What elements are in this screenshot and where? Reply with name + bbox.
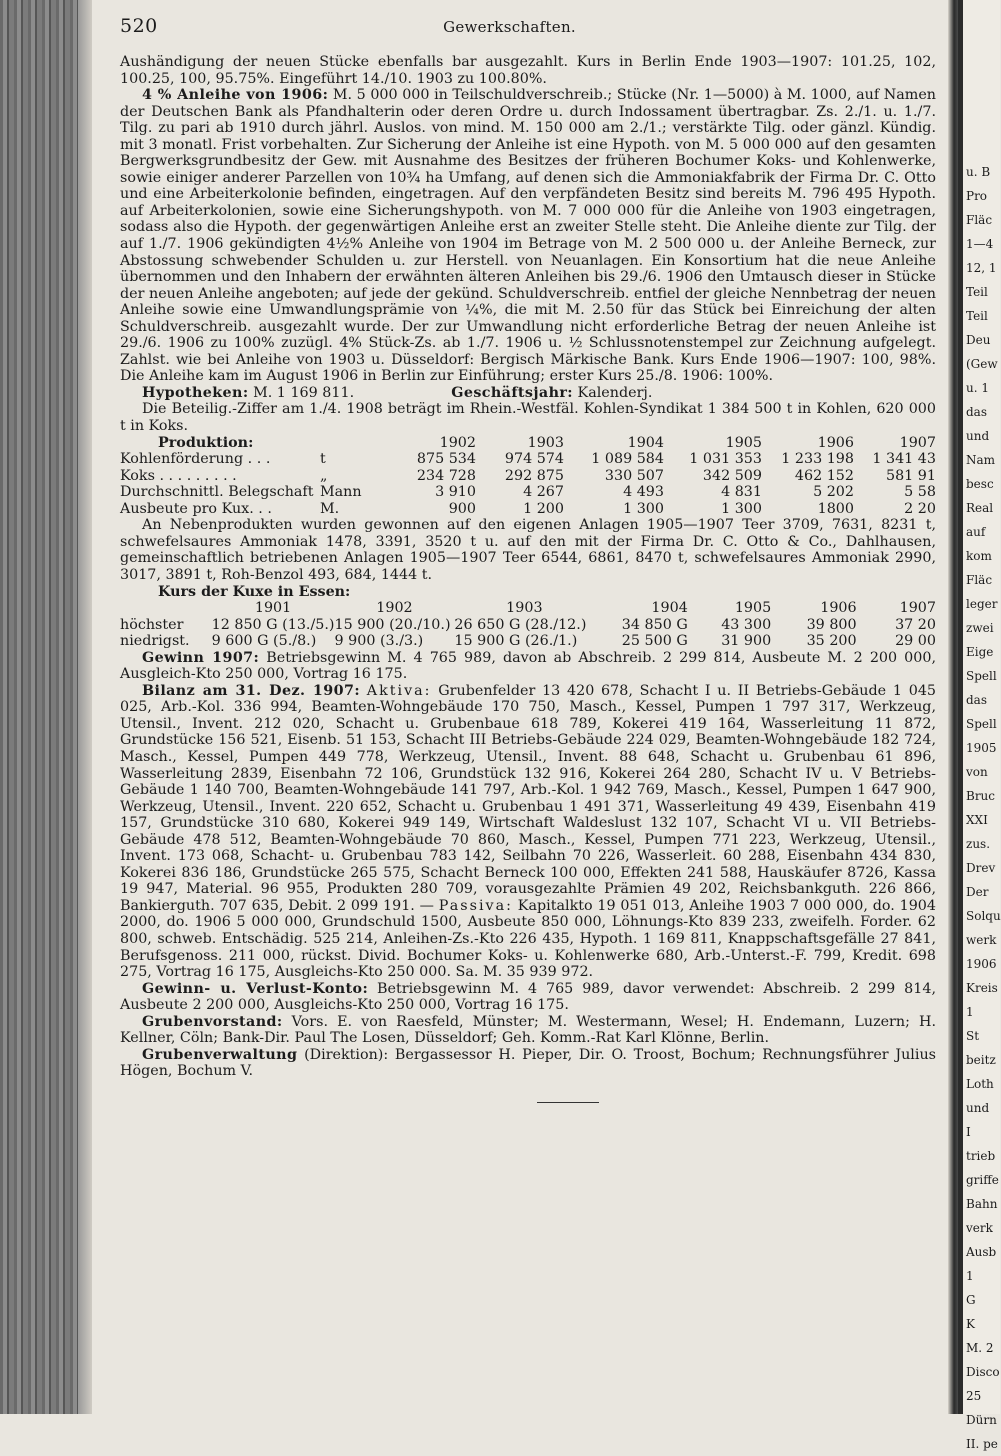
cell: 5 202 bbox=[813, 484, 854, 501]
cell: 581 91 bbox=[885, 467, 936, 484]
neighbor-fragment: Fläc bbox=[966, 213, 993, 227]
hypotheken-line bbox=[120, 385, 936, 402]
cell: 35 200 bbox=[806, 633, 857, 650]
table-row bbox=[120, 633, 936, 650]
neighbor-fragment: Loth bbox=[966, 1077, 994, 1091]
paragraph-beteilig: Die Beteilig.-Ziffer am 1./4. 1908 beträgt im Rhein.-Westfäl. Kohlen-Syndikat 1 384 500 t in Kohlen, 620 000 t in Koks. bbox=[120, 401, 936, 435]
paragraph-vorstand bbox=[120, 1014, 936, 1047]
neighbor-fragment: zus. bbox=[966, 837, 991, 851]
neighbor-text-column bbox=[964, 160, 1001, 1456]
neighbor-fragment: und bbox=[966, 1101, 990, 1115]
table-row bbox=[120, 501, 936, 518]
cell: 1 341 43 bbox=[872, 451, 936, 468]
neighbor-fragment: auf bbox=[966, 525, 986, 539]
neighbor-fragment: von bbox=[966, 765, 988, 779]
kurs-year-row bbox=[120, 600, 936, 617]
row-label: Durchschnittl. Belegschaft bbox=[120, 484, 314, 501]
page bbox=[120, 15, 937, 1103]
cell: 12 850 G (13./5.) bbox=[211, 616, 335, 633]
neighbor-fragment: 12, 1 bbox=[966, 261, 997, 275]
hypotheken-value: M. 1 169 811. bbox=[253, 384, 355, 401]
hypotheken-label: Hypotheken: bbox=[142, 384, 249, 401]
neighbor-fragment: M. 2 bbox=[966, 1341, 994, 1355]
kurs-heading: Kurs der Kuxe in Essen: bbox=[158, 583, 351, 600]
neighbor-fragment: zwei bbox=[966, 621, 994, 635]
gv-konto-heading: Gewinn- u. Verlust-Konto: bbox=[142, 980, 369, 997]
cell: 974 574 bbox=[504, 451, 564, 468]
cell: 29 00 bbox=[895, 633, 936, 650]
year-header: 1906 bbox=[817, 434, 854, 451]
bilanz-heading: Bilanz am 31. Dez. 1907: bbox=[142, 682, 360, 699]
neighbor-fragment: Dürn bbox=[966, 1413, 997, 1427]
neighbor-fragment: beitz bbox=[966, 1053, 996, 1067]
neighbor-fragment: St bbox=[966, 1029, 980, 1043]
cell: 1 089 584 bbox=[591, 451, 664, 468]
cell: 9 900 (3./3.) bbox=[334, 633, 424, 650]
cell: 15 900 G (26./1.) bbox=[454, 633, 578, 650]
neighbor-fragment: 1 bbox=[966, 1005, 974, 1019]
cell: 25 500 G bbox=[621, 633, 688, 650]
cell: 31 900 bbox=[721, 633, 772, 650]
neighbor-fragment: das bbox=[966, 693, 987, 707]
year-header: 1902 bbox=[376, 600, 413, 617]
row-label: Kohlenförderung . . . bbox=[120, 451, 271, 468]
neighbor-page-strip bbox=[958, 0, 1001, 1451]
cell: 15 900 (20./10.) bbox=[334, 616, 451, 633]
geschaeftsjahr-label: Geschäftsjahr: bbox=[451, 384, 573, 401]
cell: 330 507 bbox=[604, 467, 664, 484]
year-header: 1903 bbox=[527, 434, 564, 451]
paragraph-gewinn bbox=[120, 650, 936, 683]
book-gutter bbox=[948, 0, 958, 1414]
neighbor-fragment: 1—4 bbox=[966, 237, 994, 251]
aktiva-label: Aktiva: bbox=[366, 682, 432, 699]
neighbor-fragment: Drev bbox=[966, 861, 996, 875]
neighbor-fragment: Spell bbox=[966, 717, 997, 731]
vorstand-text: Vors. E. von Raesfeld, Münster; M. Westermann, Wesel; H. Endemann, Luzern; H. Kellner, Cöln; Bank-Dir. Paul The Losen, Düsseldorf; Geh. Komm.-Rat Karl Klönne, Berlin. bbox=[120, 1013, 937, 1047]
neighbor-fragment: Pro bbox=[966, 189, 988, 203]
aktiva-text: Grubenfelder 13 420 678, Schacht I u. II Betriebs-Gebäude 1 045 025, Arb.-Kol. 336 994, Beamten-Wohngebäude 170 750, Masch., Kessel, Pumpen 1 797 317, Werkzeug, Utensil., Invent. 212 020, Schacht u. Grubenbaue 618 789, Kokerei 419 164, Wasserleitung 11 872, Grundstücke 156 521, Eisenb. 51 153, Schacht III Betriebs-Gebäude 224 029, Beamten-Wohngebäude 182 724, Masch., Kessel, Pumpen 449 778, Werkzeug, Utensil., Invent. 88 648, Schacht u. Grubenbau 61 896, Wasserleitung 2839, Eisenbahn 72 106, Grundstück 132 916, Kokerei 264 280, Schacht IV u. V Betriebs-Gebäude 1 140 700, Beamten-Wohngebäude 141 797, Arb.-Kol. 1 942 769, Masch., Kessel, Pumpen 1 647 900, Werkzeug, Utensil., Invent. 220 652, Schacht u. Grubenbau 1 491 371, Wasserleitung 49 439, Eisenbahn 419 157, Grundstücke 310 680, Kokerei 949 149, Wirtschaft Waldeslust 132 107, Schacht VI u. VII Betriebs-Gebäude 478 512, Beamten-Wohngebäude 70 860, Masch., Kessel, Pumpen 771 223, Werkzeug, Utensil., Invent. 173 068, Schacht- u. Grubenbau 783 142, Seilbahn 70 226, Wasserleit. 60 288, Eisenbahn 434 830, Kokerei 836 186, Grundstücke 265 575, Schacht Berneck 100 000, Effekten 241 588, Hauskäufer 8726, Kassa 19 947, Material. 96 955, Produkten 280 709, vorausgezahlte Prämien 49 202, Reichsbankguth. 226 866, Bankierguth. 707 635, Debit. 2 099 191. — bbox=[120, 682, 937, 914]
neighbor-fragment: werk bbox=[966, 933, 997, 947]
neighbor-fragment: besc bbox=[966, 477, 994, 491]
cell: 875 534 bbox=[416, 451, 476, 468]
produktion-header-row bbox=[120, 435, 936, 452]
cell: 342 509 bbox=[702, 467, 762, 484]
neighbor-fragment: I bbox=[966, 1125, 971, 1139]
year-header: 1901 bbox=[254, 600, 292, 617]
year-header: 1903 bbox=[506, 600, 543, 617]
cell: 1 200 bbox=[523, 500, 564, 517]
table-row bbox=[120, 468, 936, 485]
neighbor-fragment: Solqu bbox=[966, 909, 1001, 923]
neighbor-fragment: Der bbox=[966, 885, 989, 899]
neighbor-fragment: Real bbox=[966, 501, 994, 515]
cell: 462 152 bbox=[794, 467, 854, 484]
cell: 234 728 bbox=[416, 467, 476, 484]
neighbor-shadow bbox=[958, 0, 963, 1414]
produktion-heading: Produktion: bbox=[158, 434, 254, 451]
neighbor-fragment: Nam bbox=[966, 453, 996, 467]
year-header: 1902 bbox=[439, 434, 476, 451]
cell: 1 300 bbox=[721, 500, 762, 517]
cell: 34 850 G bbox=[621, 616, 688, 633]
paragraph-bilanz bbox=[120, 683, 936, 981]
year-header: 1904 bbox=[651, 600, 688, 617]
neighbor-fragment: II. pe bbox=[966, 1437, 998, 1451]
cell: 2 20 bbox=[904, 500, 936, 517]
neighbor-fragment: Teil bbox=[966, 285, 988, 299]
cell: 5 58 bbox=[904, 484, 936, 501]
cell: 1800 bbox=[817, 500, 854, 517]
kurs-heading-row bbox=[120, 584, 936, 601]
anleihe-text: M. 5 000 000 in Teilschuldverschreib.; Stücke (Nr. 1—5000) à M. 1000, auf Namen der Deutschen Bank als Pfandhalterin oder deren Ordre u. durch Indossament übertragbar. Zs. 2./1. u. 1./7. Tilg. zu pari ab 1910 durch jährl. Auslos. von mind. M. 150 000 am 2./1.; verstärkte Tilg. oder gänzl. Kündig. mit 3 monatl. Frist vorbehalten. Zur Sicherung der Anleihe ist eine Hypoth. von M. 5 000 000 auf den gesamten Bergwerksgrundbesitz der Gew. mit Ausnahme des Besitzes der früheren Bochumer Koks- und Kohlenwerke, sowie einiger anderer Parzellen von 10¾ ha Umfang, auf denen sich die Ammoniakfabrik der Firma Dr. C. Otto und eine Arbeiterkolonie befinden, eingetragen. Auf den verpfändeten Besitz sind bereits M. 796 495 Hypoth. auf Arbeiterkolonien, sowie eine Sicherungshypoth. von M. 7 000 000 für die Anleihe von 1903 eingetragen, sodass also die Hypoth. der gegenwärtigen Anleihe erst an zweiter Stelle steht. Die Anleihe diente zur Tilg. der auf 1./7. 1906 gekündigten 4½% Anleihe von 1904 im Betrage von M. 2 500 000 u. der Anleihe Berneck, zur Abstossung schwebender Schulden u. zur Herstell. von Neuanlagen. Ein Konsortium hat die neue Anleihe übernommen und den Inhabern der erwähnten älteren Anleihen bis 29./6. 1906 den Umtausch dieser in Stücke der neuen Anleihe angeboten; auf jede der gekünd. Schuldverschreib. entfiel der gleiche Nennbetrag der neuen Anleihe sowie eine Umwandlungsprämie von ¼%, die mit M. 2.50 für das Stück bei Einreichung der alten Schuldverschreib. ausgezahlt wurde. Der zur Umwandlung nicht erforderliche Betrag der neuen Anleihe ist 29./6. 1906 zu 100% zuzügl. 4% Stück-Zs. ab 1./7. 1906 u. ½ Schlussnotenstempel zur Zeichnung aufgelegt. Zahlst. wie bei Anleihe von 1903 u. Düsseldorf: Bergisch Märkische Bank. Kurs Ende 1906—1907: 100, 98%. Die Anleihe kam im August 1906 in Berlin zur Einführung; erster Kurs 25./8. 1906: 100%. bbox=[120, 87, 936, 385]
neighbor-fragment: 1 bbox=[966, 1269, 974, 1283]
kurs-table bbox=[120, 584, 936, 650]
neighbor-fragment: Spell bbox=[966, 669, 997, 683]
row-unit: Mann bbox=[320, 484, 362, 501]
year-header: 1905 bbox=[734, 600, 772, 617]
row-unit: „ bbox=[320, 467, 328, 484]
vorstand-heading: Grubenvorstand: bbox=[142, 1013, 283, 1030]
neighbor-fragment: 1906 bbox=[966, 957, 997, 971]
cell: 3 910 bbox=[435, 484, 476, 501]
neighbor-fragment: Bruc bbox=[966, 789, 996, 803]
neighbor-fragment: Bahn bbox=[966, 1197, 998, 1211]
paragraph-anleihe-1906 bbox=[120, 87, 936, 385]
neighbor-fragment: G bbox=[966, 1293, 976, 1307]
cell: 9 600 G (5./8.) bbox=[211, 633, 317, 650]
cell: 292 875 bbox=[504, 467, 564, 484]
cell: 1 233 198 bbox=[781, 451, 854, 468]
passiva-text: Kapitalkto 19 051 013, Anleihe 1903 7 000 000, do. 1904 2000, do. 1906 5 000 000, Grundschuld 1500, Ausbeute 850 000, Löhnungs-Kto 839 233, zweifelh. Forder. 62 800, schweb. Entschädig. 525 214, Anleihen-Zs.-Kto 226 435, Hypoth. 1 169 811, Knappschaftsgefälle 27 841, Berufsgenoss. 211 000, rückst. Divid. Bochumer Koks- u. Kohlenwerke 680, Arb.-Unterst.-F. 799, Kredit. 698 275, Vortrag 16 175, Ausgleichs-Kto 250 000. Sa. M. 35 939 972. bbox=[120, 897, 936, 981]
page-number: 520 bbox=[120, 15, 158, 37]
produktion-table bbox=[120, 435, 936, 518]
cell: 4 831 bbox=[721, 484, 762, 501]
neighbor-fragment: (Gew bbox=[966, 357, 998, 371]
cell: 39 800 bbox=[806, 616, 857, 633]
row-label: Ausbeute pro Kux. . . bbox=[120, 500, 272, 517]
neighbor-fragment: 25 bbox=[966, 1389, 982, 1403]
neighbor-fragment: griffe bbox=[966, 1173, 999, 1187]
page-header bbox=[120, 15, 936, 54]
verwaltung-heading: Grubenverwaltung bbox=[142, 1046, 298, 1063]
neighbor-fragment: verk bbox=[966, 1221, 993, 1235]
row-unit: M. bbox=[320, 500, 340, 517]
cell: 1 031 353 bbox=[689, 451, 762, 468]
paragraph-verwaltung bbox=[120, 1047, 936, 1080]
paragraph-gv-konto bbox=[120, 981, 936, 1014]
cell: 26 650 G (28./12.) bbox=[454, 616, 587, 633]
gv-konto-text: Betriebsgewinn M. 4 765 989, davor verwendet: Abschreib. 2 299 814, Ausbeute 2 200 000, Ausgleichs-Kto 250 000, Vortrag 16 175. bbox=[120, 980, 936, 1014]
row-label: höchster bbox=[120, 616, 184, 633]
year-header: 1907 bbox=[899, 600, 936, 617]
neighbor-fragment: Deu bbox=[966, 333, 991, 347]
neighbor-fragment: leger bbox=[966, 597, 998, 611]
cell: 37 20 bbox=[895, 616, 936, 633]
year-header: 1905 bbox=[725, 434, 762, 451]
cell: 1 300 bbox=[623, 500, 664, 517]
cell: 43 300 bbox=[721, 616, 772, 633]
neighbor-fragment: das bbox=[966, 405, 987, 419]
neighbor-fragment: kom bbox=[966, 549, 992, 563]
year-header: 1904 bbox=[627, 434, 664, 451]
neighbor-fragment: XXI bbox=[966, 813, 988, 827]
neighbor-fragment: Teil bbox=[966, 309, 988, 323]
neighbor-fragment: Eige bbox=[966, 645, 994, 659]
row-label: Koks . . . . . . . . . bbox=[120, 467, 237, 484]
neighbor-fragment: Fläc bbox=[966, 573, 993, 587]
neighbor-fragment: trieb bbox=[966, 1149, 996, 1163]
neighbor-fragment: 1905 bbox=[966, 741, 997, 755]
neighbor-fragment: Ausb bbox=[966, 1245, 997, 1259]
table-row bbox=[120, 617, 936, 634]
neighbor-fragment: und bbox=[966, 429, 990, 443]
cell: 900 bbox=[448, 500, 476, 517]
neighbor-fragment: K bbox=[966, 1317, 975, 1331]
neighbor-fragment: Kreis bbox=[966, 981, 998, 995]
geschaeftsjahr-value: Kalenderj. bbox=[577, 384, 653, 401]
neighbor-fragment: u. B bbox=[966, 165, 991, 179]
table-row bbox=[120, 484, 936, 501]
section-end-rule bbox=[537, 1102, 599, 1103]
paragraph-nebenprodukte: An Nebenprodukten wurden gewonnen auf den eigenen Anlagen 1905—1907 Teer 3709, 7631, 8231 t, schwefelsaures Ammoniak 1478, 3391, 3520 t u. auf den mit der Firma Dr. C. Otto & Co., Dahlhausen, gemeinschaftlich betriebenen Anlagen 1905—1907 Teer 6544, 6861, 8470 t, schwefelsaures Ammoniak 2990, 3017, 3891 t, Roh-Benzol 493, 684, 1444 t. bbox=[120, 517, 936, 583]
neighbor-fragment: u. 1 bbox=[966, 381, 989, 395]
neighbor-fragment: Disco bbox=[966, 1365, 1000, 1379]
cell: 4 267 bbox=[523, 484, 564, 501]
passiva-label: Passiva: bbox=[438, 897, 513, 914]
scan-left-margin bbox=[0, 0, 92, 1414]
row-label: niedrigst. bbox=[120, 633, 190, 650]
year-header: 1907 bbox=[899, 434, 936, 451]
year-header: 1906 bbox=[820, 600, 857, 617]
row-unit: t bbox=[320, 451, 326, 468]
anleihe-heading: 4 % Anleihe von 1906: bbox=[142, 87, 329, 104]
paragraph-intro: Aushändigung der neuen Stücke ebenfalls bar ausgezahlt. Kurs in Berlin Ende 1903—1907: 101.25, 102, 100.25, 100, 95.75%. Eingeführt 14./10. 1903 zu 100.80%. bbox=[120, 54, 936, 87]
verwaltung-text: (Direktion): Bergassessor H. Pieper, Dir. O. Troost, Bochum; Rechnungsführer Julius Högen, Bochum V. bbox=[120, 1046, 936, 1080]
table-row bbox=[120, 451, 936, 468]
running-title: Gewerkschaften. bbox=[443, 18, 576, 36]
cell: 4 493 bbox=[623, 484, 664, 501]
gewinn-heading: Gewinn 1907: bbox=[142, 649, 260, 666]
gewinn-text: Betriebsgewinn M. 4 765 989, davon ab Abschreib. 2 299 814, Ausbeute M. 2 200 000, Ausgleich-Kto 250 000, Vortrag 16 175. bbox=[120, 649, 937, 683]
